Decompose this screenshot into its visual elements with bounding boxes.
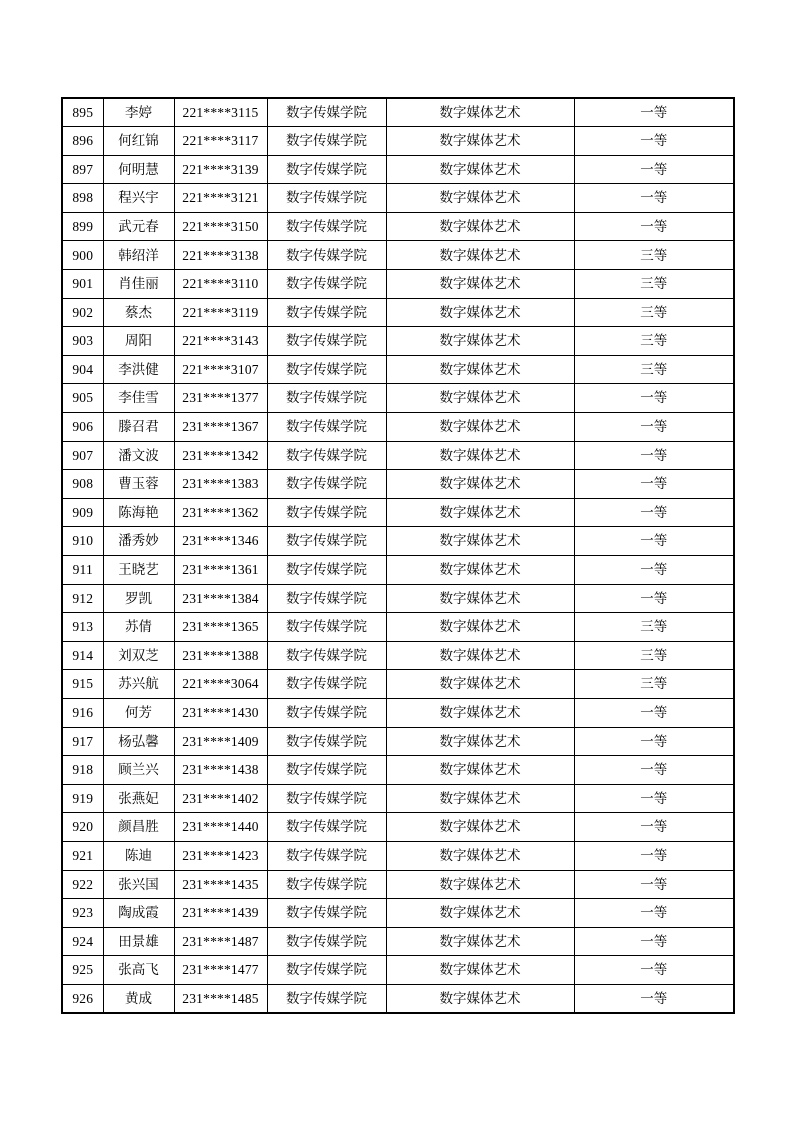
college-cell: 数字传媒学院 (267, 413, 386, 442)
major-cell: 数字媒体艺术 (386, 870, 574, 899)
major-cell: 数字媒体艺术 (386, 927, 574, 956)
major-cell: 数字媒体艺术 (386, 899, 574, 928)
serial-number-cell: 916 (62, 698, 103, 727)
college-cell: 数字传媒学院 (267, 956, 386, 985)
student-id-cell: 231****1384 (174, 584, 267, 613)
award-level-cell: 一等 (574, 984, 734, 1013)
student-name-cell: 苏兴航 (103, 670, 174, 699)
serial-number-cell: 920 (62, 813, 103, 842)
student-id-cell: 221****3121 (174, 184, 267, 213)
student-id-cell: 231****1430 (174, 698, 267, 727)
student-name-cell: 王晓艺 (103, 556, 174, 585)
major-cell: 数字媒体艺术 (386, 413, 574, 442)
table-row (62, 841, 734, 870)
college-cell: 数字传媒学院 (267, 784, 386, 813)
award-level-cell: 一等 (574, 441, 734, 470)
table-row (62, 784, 734, 813)
college-cell: 数字传媒学院 (267, 384, 386, 413)
table-row (62, 470, 734, 499)
serial-number-cell: 904 (62, 355, 103, 384)
award-level-cell: 一等 (574, 756, 734, 785)
table-row (62, 184, 734, 213)
college-cell: 数字传媒学院 (267, 727, 386, 756)
major-cell: 数字媒体艺术 (386, 784, 574, 813)
award-level-cell: 一等 (574, 813, 734, 842)
award-level-cell: 一等 (574, 127, 734, 156)
serial-number-cell: 901 (62, 270, 103, 299)
major-cell: 数字媒体艺术 (386, 584, 574, 613)
student-id-cell: 231****1423 (174, 841, 267, 870)
major-cell: 数字媒体艺术 (386, 212, 574, 241)
major-cell: 数字媒体艺术 (386, 556, 574, 585)
table-row (62, 127, 734, 156)
student-name-cell: 潘秀妙 (103, 527, 174, 556)
serial-number-cell: 906 (62, 413, 103, 442)
college-cell: 数字传媒学院 (267, 927, 386, 956)
student-id-cell: 231****1485 (174, 984, 267, 1013)
table-row (62, 384, 734, 413)
college-cell: 数字传媒学院 (267, 756, 386, 785)
table-row (62, 927, 734, 956)
serial-number-cell: 924 (62, 927, 103, 956)
college-cell: 数字传媒学院 (267, 584, 386, 613)
student-id-cell: 221****3143 (174, 327, 267, 356)
table-row (62, 212, 734, 241)
table-row (62, 155, 734, 184)
college-cell: 数字传媒学院 (267, 184, 386, 213)
student-id-cell: 231****1342 (174, 441, 267, 470)
student-name-cell: 李洪健 (103, 355, 174, 384)
table-row (62, 498, 734, 527)
major-cell: 数字媒体艺术 (386, 384, 574, 413)
college-cell: 数字传媒学院 (267, 355, 386, 384)
college-cell: 数字传媒学院 (267, 870, 386, 899)
student-name-cell: 何芳 (103, 698, 174, 727)
student-id-cell: 231****1440 (174, 813, 267, 842)
award-level-cell: 一等 (574, 927, 734, 956)
major-cell: 数字媒体艺术 (386, 956, 574, 985)
serial-number-cell: 908 (62, 470, 103, 499)
college-cell: 数字传媒学院 (267, 984, 386, 1013)
serial-number-cell: 902 (62, 298, 103, 327)
serial-number-cell: 895 (62, 98, 103, 127)
serial-number-cell: 910 (62, 527, 103, 556)
award-level-cell: 一等 (574, 470, 734, 499)
student-id-cell: 231****1409 (174, 727, 267, 756)
table-row (62, 813, 734, 842)
table-row (62, 98, 734, 127)
table-row (62, 870, 734, 899)
serial-number-cell: 909 (62, 498, 103, 527)
table-row (62, 355, 734, 384)
award-level-cell: 一等 (574, 870, 734, 899)
serial-number-cell: 898 (62, 184, 103, 213)
student-name-cell: 张高飞 (103, 956, 174, 985)
serial-number-cell: 912 (62, 584, 103, 613)
serial-number-cell: 900 (62, 241, 103, 270)
student-name-cell: 何明慧 (103, 155, 174, 184)
table-row (62, 899, 734, 928)
student-name-cell: 陈海艳 (103, 498, 174, 527)
college-cell: 数字传媒学院 (267, 327, 386, 356)
college-cell: 数字传媒学院 (267, 698, 386, 727)
serial-number-cell: 913 (62, 613, 103, 642)
student-name-cell: 程兴宇 (103, 184, 174, 213)
student-name-cell: 田景雄 (103, 927, 174, 956)
student-id-cell: 231****1383 (174, 470, 267, 499)
student-id-cell: 231****1435 (174, 870, 267, 899)
student-id-cell: 231****1402 (174, 784, 267, 813)
major-cell: 数字媒体艺术 (386, 441, 574, 470)
award-level-cell: 一等 (574, 899, 734, 928)
major-cell: 数字媒体艺术 (386, 756, 574, 785)
student-id-cell: 221****3150 (174, 212, 267, 241)
student-id-cell: 221****3138 (174, 241, 267, 270)
award-table-body (62, 98, 734, 1013)
college-cell: 数字传媒学院 (267, 270, 386, 299)
serial-number-cell: 899 (62, 212, 103, 241)
student-name-cell: 苏倩 (103, 613, 174, 642)
student-id-cell: 221****3110 (174, 270, 267, 299)
award-level-cell: 三等 (574, 355, 734, 384)
college-cell: 数字传媒学院 (267, 613, 386, 642)
student-id-cell: 221****3115 (174, 98, 267, 127)
table-row (62, 556, 734, 585)
major-cell: 数字媒体艺术 (386, 127, 574, 156)
college-cell: 数字传媒学院 (267, 212, 386, 241)
table-row (62, 613, 734, 642)
table-row (62, 441, 734, 470)
student-name-cell: 顾兰兴 (103, 756, 174, 785)
table-row (62, 327, 734, 356)
award-level-cell: 三等 (574, 613, 734, 642)
major-cell: 数字媒体艺术 (386, 613, 574, 642)
serial-number-cell: 921 (62, 841, 103, 870)
student-id-cell: 231****1377 (174, 384, 267, 413)
student-id-cell: 231****1438 (174, 756, 267, 785)
serial-number-cell: 896 (62, 127, 103, 156)
award-level-cell: 三等 (574, 641, 734, 670)
student-id-cell: 221****3139 (174, 155, 267, 184)
table-row (62, 956, 734, 985)
major-cell: 数字媒体艺术 (386, 270, 574, 299)
serial-number-cell: 905 (62, 384, 103, 413)
serial-number-cell: 911 (62, 556, 103, 585)
award-level-cell: 一等 (574, 184, 734, 213)
award-level-cell: 一等 (574, 384, 734, 413)
college-cell: 数字传媒学院 (267, 127, 386, 156)
student-id-cell: 221****3119 (174, 298, 267, 327)
award-level-cell: 一等 (574, 98, 734, 127)
table-row (62, 241, 734, 270)
serial-number-cell: 923 (62, 899, 103, 928)
award-level-cell: 一等 (574, 498, 734, 527)
college-cell: 数字传媒学院 (267, 556, 386, 585)
student-name-cell: 潘文波 (103, 441, 174, 470)
major-cell: 数字媒体艺术 (386, 241, 574, 270)
major-cell: 数字媒体艺术 (386, 470, 574, 499)
college-cell: 数字传媒学院 (267, 241, 386, 270)
student-name-cell: 杨弘馨 (103, 727, 174, 756)
major-cell: 数字媒体艺术 (386, 298, 574, 327)
table-row (62, 270, 734, 299)
major-cell: 数字媒体艺术 (386, 984, 574, 1013)
student-name-cell: 刘双芝 (103, 641, 174, 670)
student-name-cell: 武元春 (103, 212, 174, 241)
award-level-cell: 一等 (574, 784, 734, 813)
award-level-cell: 一等 (574, 212, 734, 241)
award-level-cell: 三等 (574, 298, 734, 327)
serial-number-cell: 917 (62, 727, 103, 756)
serial-number-cell: 926 (62, 984, 103, 1013)
major-cell: 数字媒体艺术 (386, 527, 574, 556)
major-cell: 数字媒体艺术 (386, 327, 574, 356)
student-name-cell: 韩绍洋 (103, 241, 174, 270)
student-name-cell: 蔡杰 (103, 298, 174, 327)
table-row (62, 984, 734, 1013)
table-row (62, 727, 734, 756)
award-level-cell: 三等 (574, 270, 734, 299)
table-row (62, 670, 734, 699)
student-name-cell: 黄成 (103, 984, 174, 1013)
college-cell: 数字传媒学院 (267, 470, 386, 499)
major-cell: 数字媒体艺术 (386, 841, 574, 870)
major-cell: 数字媒体艺术 (386, 813, 574, 842)
student-id-cell: 221****3064 (174, 670, 267, 699)
award-level-cell: 一等 (574, 413, 734, 442)
serial-number-cell: 903 (62, 327, 103, 356)
award-list-table (61, 97, 735, 1014)
college-cell: 数字传媒学院 (267, 155, 386, 184)
student-id-cell: 231****1346 (174, 527, 267, 556)
serial-number-cell: 918 (62, 756, 103, 785)
student-name-cell: 曹玉蓉 (103, 470, 174, 499)
serial-number-cell: 922 (62, 870, 103, 899)
student-id-cell: 231****1361 (174, 556, 267, 585)
student-id-cell: 221****3117 (174, 127, 267, 156)
student-name-cell: 陶成霞 (103, 899, 174, 928)
major-cell: 数字媒体艺术 (386, 498, 574, 527)
award-level-cell: 三等 (574, 327, 734, 356)
college-cell: 数字传媒学院 (267, 98, 386, 127)
table-row (62, 584, 734, 613)
major-cell: 数字媒体艺术 (386, 155, 574, 184)
college-cell: 数字传媒学院 (267, 899, 386, 928)
student-name-cell: 张燕妃 (103, 784, 174, 813)
student-id-cell: 231****1367 (174, 413, 267, 442)
serial-number-cell: 925 (62, 956, 103, 985)
student-id-cell: 231****1487 (174, 927, 267, 956)
college-cell: 数字传媒学院 (267, 670, 386, 699)
student-id-cell: 221****3107 (174, 355, 267, 384)
student-name-cell: 周阳 (103, 327, 174, 356)
college-cell: 数字传媒学院 (267, 298, 386, 327)
college-cell: 数字传媒学院 (267, 641, 386, 670)
table-row (62, 298, 734, 327)
award-level-cell: 一等 (574, 556, 734, 585)
major-cell: 数字媒体艺术 (386, 727, 574, 756)
student-name-cell: 张兴国 (103, 870, 174, 899)
student-name-cell: 颜昌胜 (103, 813, 174, 842)
award-level-cell: 一等 (574, 698, 734, 727)
award-level-cell: 一等 (574, 727, 734, 756)
major-cell: 数字媒体艺术 (386, 98, 574, 127)
major-cell: 数字媒体艺术 (386, 184, 574, 213)
student-name-cell: 肖佳丽 (103, 270, 174, 299)
student-id-cell: 231****1477 (174, 956, 267, 985)
college-cell: 数字传媒学院 (267, 498, 386, 527)
major-cell: 数字媒体艺术 (386, 670, 574, 699)
major-cell: 数字媒体艺术 (386, 698, 574, 727)
award-level-cell: 三等 (574, 670, 734, 699)
student-id-cell: 231****1365 (174, 613, 267, 642)
award-level-cell: 一等 (574, 527, 734, 556)
student-id-cell: 231****1362 (174, 498, 267, 527)
college-cell: 数字传媒学院 (267, 441, 386, 470)
student-name-cell: 何红锦 (103, 127, 174, 156)
table-row (62, 413, 734, 442)
student-id-cell: 231****1439 (174, 899, 267, 928)
serial-number-cell: 914 (62, 641, 103, 670)
award-level-cell: 一等 (574, 841, 734, 870)
serial-number-cell: 907 (62, 441, 103, 470)
serial-number-cell: 915 (62, 670, 103, 699)
student-name-cell: 滕召君 (103, 413, 174, 442)
award-level-cell: 一等 (574, 155, 734, 184)
college-cell: 数字传媒学院 (267, 813, 386, 842)
table-row (62, 698, 734, 727)
student-name-cell: 陈迪 (103, 841, 174, 870)
college-cell: 数字传媒学院 (267, 841, 386, 870)
serial-number-cell: 919 (62, 784, 103, 813)
major-cell: 数字媒体艺术 (386, 641, 574, 670)
student-id-cell: 231****1388 (174, 641, 267, 670)
college-cell: 数字传媒学院 (267, 527, 386, 556)
student-name-cell: 李佳雪 (103, 384, 174, 413)
serial-number-cell: 897 (62, 155, 103, 184)
table-row (62, 641, 734, 670)
student-name-cell: 李婷 (103, 98, 174, 127)
table-row (62, 756, 734, 785)
table-row (62, 527, 734, 556)
award-level-cell: 一等 (574, 956, 734, 985)
award-level-cell: 一等 (574, 584, 734, 613)
award-level-cell: 三等 (574, 241, 734, 270)
student-name-cell: 罗凯 (103, 584, 174, 613)
major-cell: 数字媒体艺术 (386, 355, 574, 384)
